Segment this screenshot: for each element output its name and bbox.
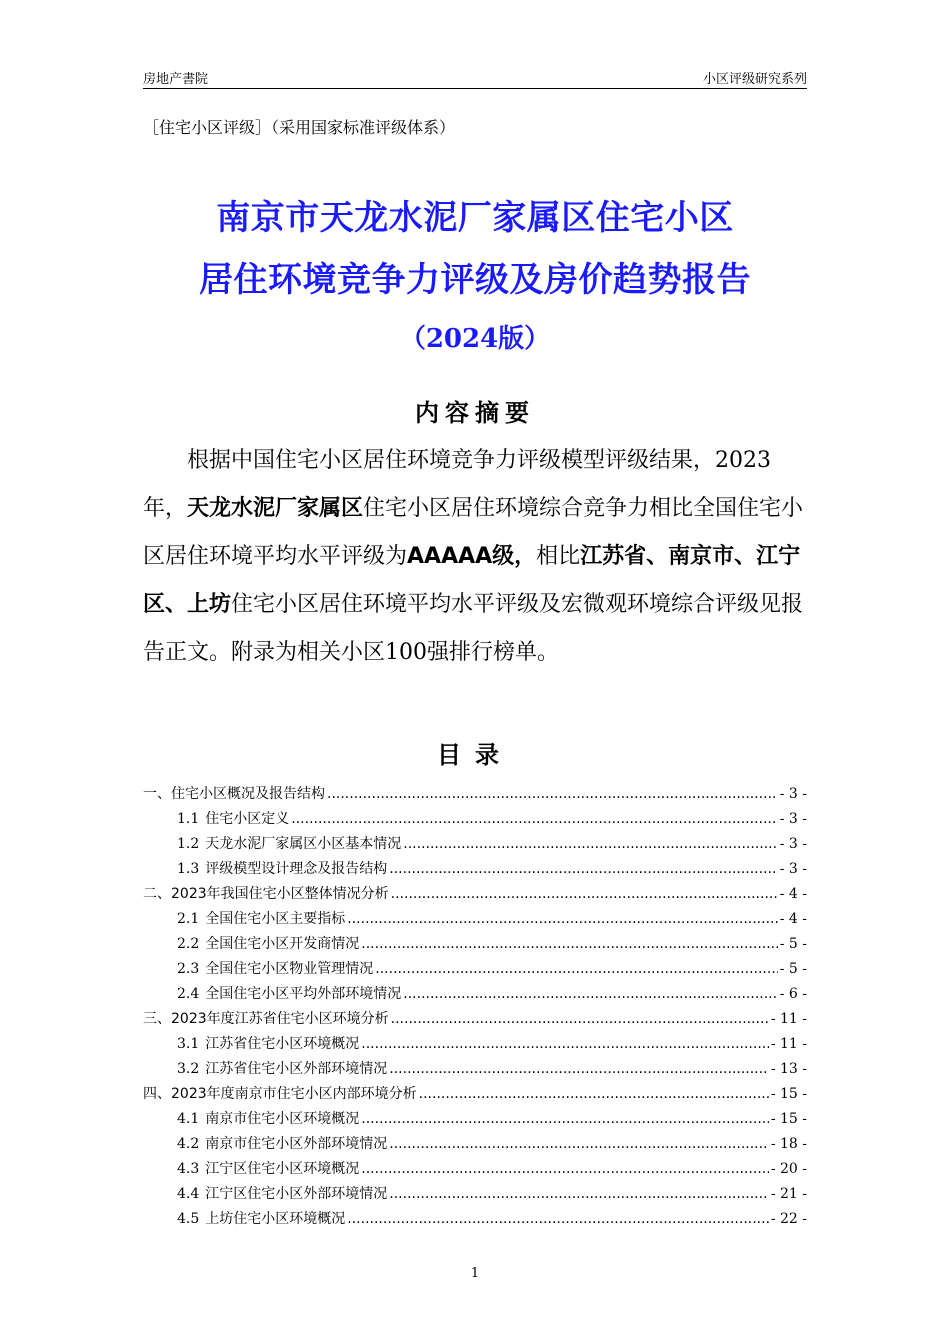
abstract-community-name: 天龙水泥厂家属区 bbox=[187, 496, 364, 521]
abstract-text-1: 根据中国住宅小区居住环境竞争力评级模型评级结果，2023年， bbox=[143, 448, 771, 521]
toc-entry-page: - 20 - bbox=[770, 1161, 807, 1177]
toc-entry[interactable] bbox=[143, 1208, 807, 1233]
abstract-text-2: 住宅小区居住环境综合竞争力相比全国住宅小区居住环境平均水平评级为 bbox=[143, 496, 804, 569]
abstract-body bbox=[143, 437, 807, 677]
toc-entry-number: 2.4 bbox=[177, 986, 200, 1002]
toc-entry-number: 4.1 bbox=[177, 1111, 200, 1127]
toc-leader-dots bbox=[361, 1036, 769, 1052]
toc-leader-dots bbox=[389, 1136, 769, 1152]
abstract-text-4: 住宅小区居住环境平均水平评级及宏微观环境综合评级见报告正文。附录为相关小区100强排行榜单。 bbox=[143, 592, 804, 665]
toc-entry-number: 3.2 bbox=[177, 1061, 200, 1077]
toc-entry-page: - 3 - bbox=[779, 811, 807, 827]
toc-entry-label: 三、2023年度江苏省住宅小区环境分析 bbox=[143, 1011, 389, 1027]
toc-entry[interactable] bbox=[143, 958, 807, 983]
toc-entry-page: - 13 - bbox=[770, 1061, 807, 1077]
toc-leader-dots bbox=[347, 1211, 769, 1227]
toc-entry[interactable] bbox=[143, 1133, 807, 1158]
toc-entry-page: - 22 - bbox=[770, 1211, 807, 1227]
toc-entry-page: - 15 - bbox=[770, 1086, 807, 1102]
toc-entry-number: 4.3 bbox=[177, 1161, 200, 1177]
toc-entry[interactable] bbox=[143, 1033, 807, 1058]
toc-entry-number: 4.2 bbox=[177, 1136, 200, 1152]
category-label: ［住宅小区评级］（采用国家标准评级体系） bbox=[143, 118, 456, 137]
toc-leader-dots bbox=[361, 1161, 769, 1177]
toc-entry-label: 江宁区住宅小区外部环境情况 bbox=[205, 1186, 388, 1202]
toc-entry-label: 江苏省住宅小区外部环境情况 bbox=[205, 1061, 388, 1077]
title-line-1: 南京市天龙水泥厂家属区住宅小区 bbox=[216, 198, 734, 238]
toc-entry[interactable] bbox=[143, 933, 807, 958]
abstract-rating: AAAAA级， bbox=[407, 544, 537, 569]
toc-entry-label: 四、2023年度南京市住宅小区内部环境分析 bbox=[143, 1086, 417, 1102]
toc-entry-number: 1.2 bbox=[177, 836, 200, 852]
toc-leader-dots bbox=[391, 1011, 769, 1027]
toc-entry-page: - 11 - bbox=[770, 1036, 807, 1052]
toc-entry[interactable] bbox=[143, 1108, 807, 1133]
toc-entry-label: 二、2023年我国住宅小区整体情况分析 bbox=[143, 886, 389, 902]
toc-entry[interactable] bbox=[143, 1058, 807, 1083]
toc-leader-dots bbox=[389, 1186, 769, 1202]
toc-entry-number: 1.3 bbox=[177, 861, 200, 877]
toc-leader-dots bbox=[291, 811, 777, 827]
toc-entry-label: 住宅小区定义 bbox=[205, 811, 290, 827]
toc-entry-page: - 11 - bbox=[770, 1011, 807, 1027]
header-divider bbox=[143, 88, 807, 89]
toc-leader-dots bbox=[419, 1086, 769, 1102]
toc-leader-dots bbox=[347, 911, 777, 927]
toc-leader-dots bbox=[391, 886, 778, 902]
toc-heading: 目录 bbox=[437, 741, 513, 769]
toc-entry-number: 2.1 bbox=[177, 911, 200, 927]
toc-entry[interactable] bbox=[143, 1008, 807, 1033]
abstract-heading: 内容摘要 bbox=[415, 399, 535, 427]
toc-entry[interactable] bbox=[143, 1183, 807, 1208]
toc-leader-dots bbox=[389, 861, 777, 877]
toc-entry-page: - 3 - bbox=[779, 786, 807, 802]
toc-leader-dots bbox=[389, 1061, 769, 1077]
toc-entry[interactable] bbox=[143, 858, 807, 883]
header-left: 房地产書院 bbox=[143, 72, 209, 87]
toc-entry-label: 全国住宅小区主要指标 bbox=[205, 911, 346, 927]
toc-entry-label: 天龙水泥厂家属区小区基本情况 bbox=[205, 836, 402, 852]
toc-entry-label: 江宁区住宅小区环境概况 bbox=[205, 1161, 360, 1177]
toc-entry-page: - 18 - bbox=[770, 1136, 807, 1152]
toc-leader-dots bbox=[403, 836, 777, 852]
toc-entry-page: - 21 - bbox=[770, 1186, 807, 1202]
toc-leader-dots bbox=[375, 961, 777, 977]
toc-entry-number: 4.5 bbox=[177, 1211, 200, 1227]
toc-entry-label: 南京市住宅小区外部环境情况 bbox=[205, 1136, 388, 1152]
toc-entry-page: - 4 - bbox=[779, 911, 807, 927]
toc-entry-label: 南京市住宅小区环境概况 bbox=[205, 1111, 360, 1127]
toc-entry-number: 2.2 bbox=[177, 936, 200, 952]
toc-entry-number: 3.1 bbox=[177, 1036, 200, 1052]
toc-entry[interactable] bbox=[143, 1158, 807, 1183]
toc-entry-label: 全国住宅小区物业管理情况 bbox=[205, 961, 374, 977]
toc-entry-label: 一、住宅小区概况及报告结构 bbox=[143, 786, 325, 802]
abstract-text-3: 相比 bbox=[536, 544, 581, 569]
toc-entry-number: 4.4 bbox=[177, 1186, 200, 1202]
table-of-contents bbox=[143, 783, 807, 1233]
toc-entry-number: 1.1 bbox=[177, 811, 200, 827]
toc-entry-page: - 6 - bbox=[779, 986, 807, 1002]
toc-entry-label: 评级模型设计理念及报告结构 bbox=[205, 861, 388, 877]
toc-entry-page: - 5 - bbox=[779, 961, 807, 977]
toc-entry-page: - 15 - bbox=[770, 1111, 807, 1127]
toc-entry[interactable] bbox=[143, 783, 807, 808]
title-line-2: 居住环境竞争力评级及房价趋势报告 bbox=[199, 260, 751, 300]
toc-entry-label: 江苏省住宅小区环境概况 bbox=[205, 1036, 360, 1052]
toc-entry-label: 全国住宅小区开发商情况 bbox=[205, 936, 360, 952]
page-number: 1 bbox=[470, 1266, 480, 1281]
toc-entry-label: 全国住宅小区平均外部环境情况 bbox=[205, 986, 402, 1002]
toc-leader-dots bbox=[403, 986, 777, 1002]
toc-entry-number: 2.3 bbox=[177, 961, 200, 977]
toc-entry-page: - 3 - bbox=[779, 836, 807, 852]
toc-entry-label: 上坊住宅小区环境概况 bbox=[205, 1211, 346, 1227]
toc-leader-dots bbox=[327, 786, 778, 802]
abstract-regions: 江苏省、南京市、江宁区、上坊 bbox=[143, 544, 801, 617]
title-edition: （2024版） bbox=[399, 324, 551, 354]
toc-entry[interactable] bbox=[143, 908, 807, 933]
toc-entry-page: - 5 - bbox=[779, 936, 807, 952]
toc-leader-dots bbox=[361, 936, 777, 952]
toc-entry[interactable] bbox=[143, 1083, 807, 1108]
header-right: 小区评级研究系列 bbox=[702, 72, 807, 87]
toc-entry-page: - 3 - bbox=[779, 861, 807, 877]
toc-entry[interactable] bbox=[143, 883, 807, 908]
toc-leader-dots bbox=[361, 1111, 769, 1127]
toc-entry-page: - 4 - bbox=[779, 886, 807, 902]
toc-entry[interactable] bbox=[143, 983, 807, 1008]
toc-entry[interactable] bbox=[143, 808, 807, 833]
toc-entry[interactable] bbox=[143, 833, 807, 858]
